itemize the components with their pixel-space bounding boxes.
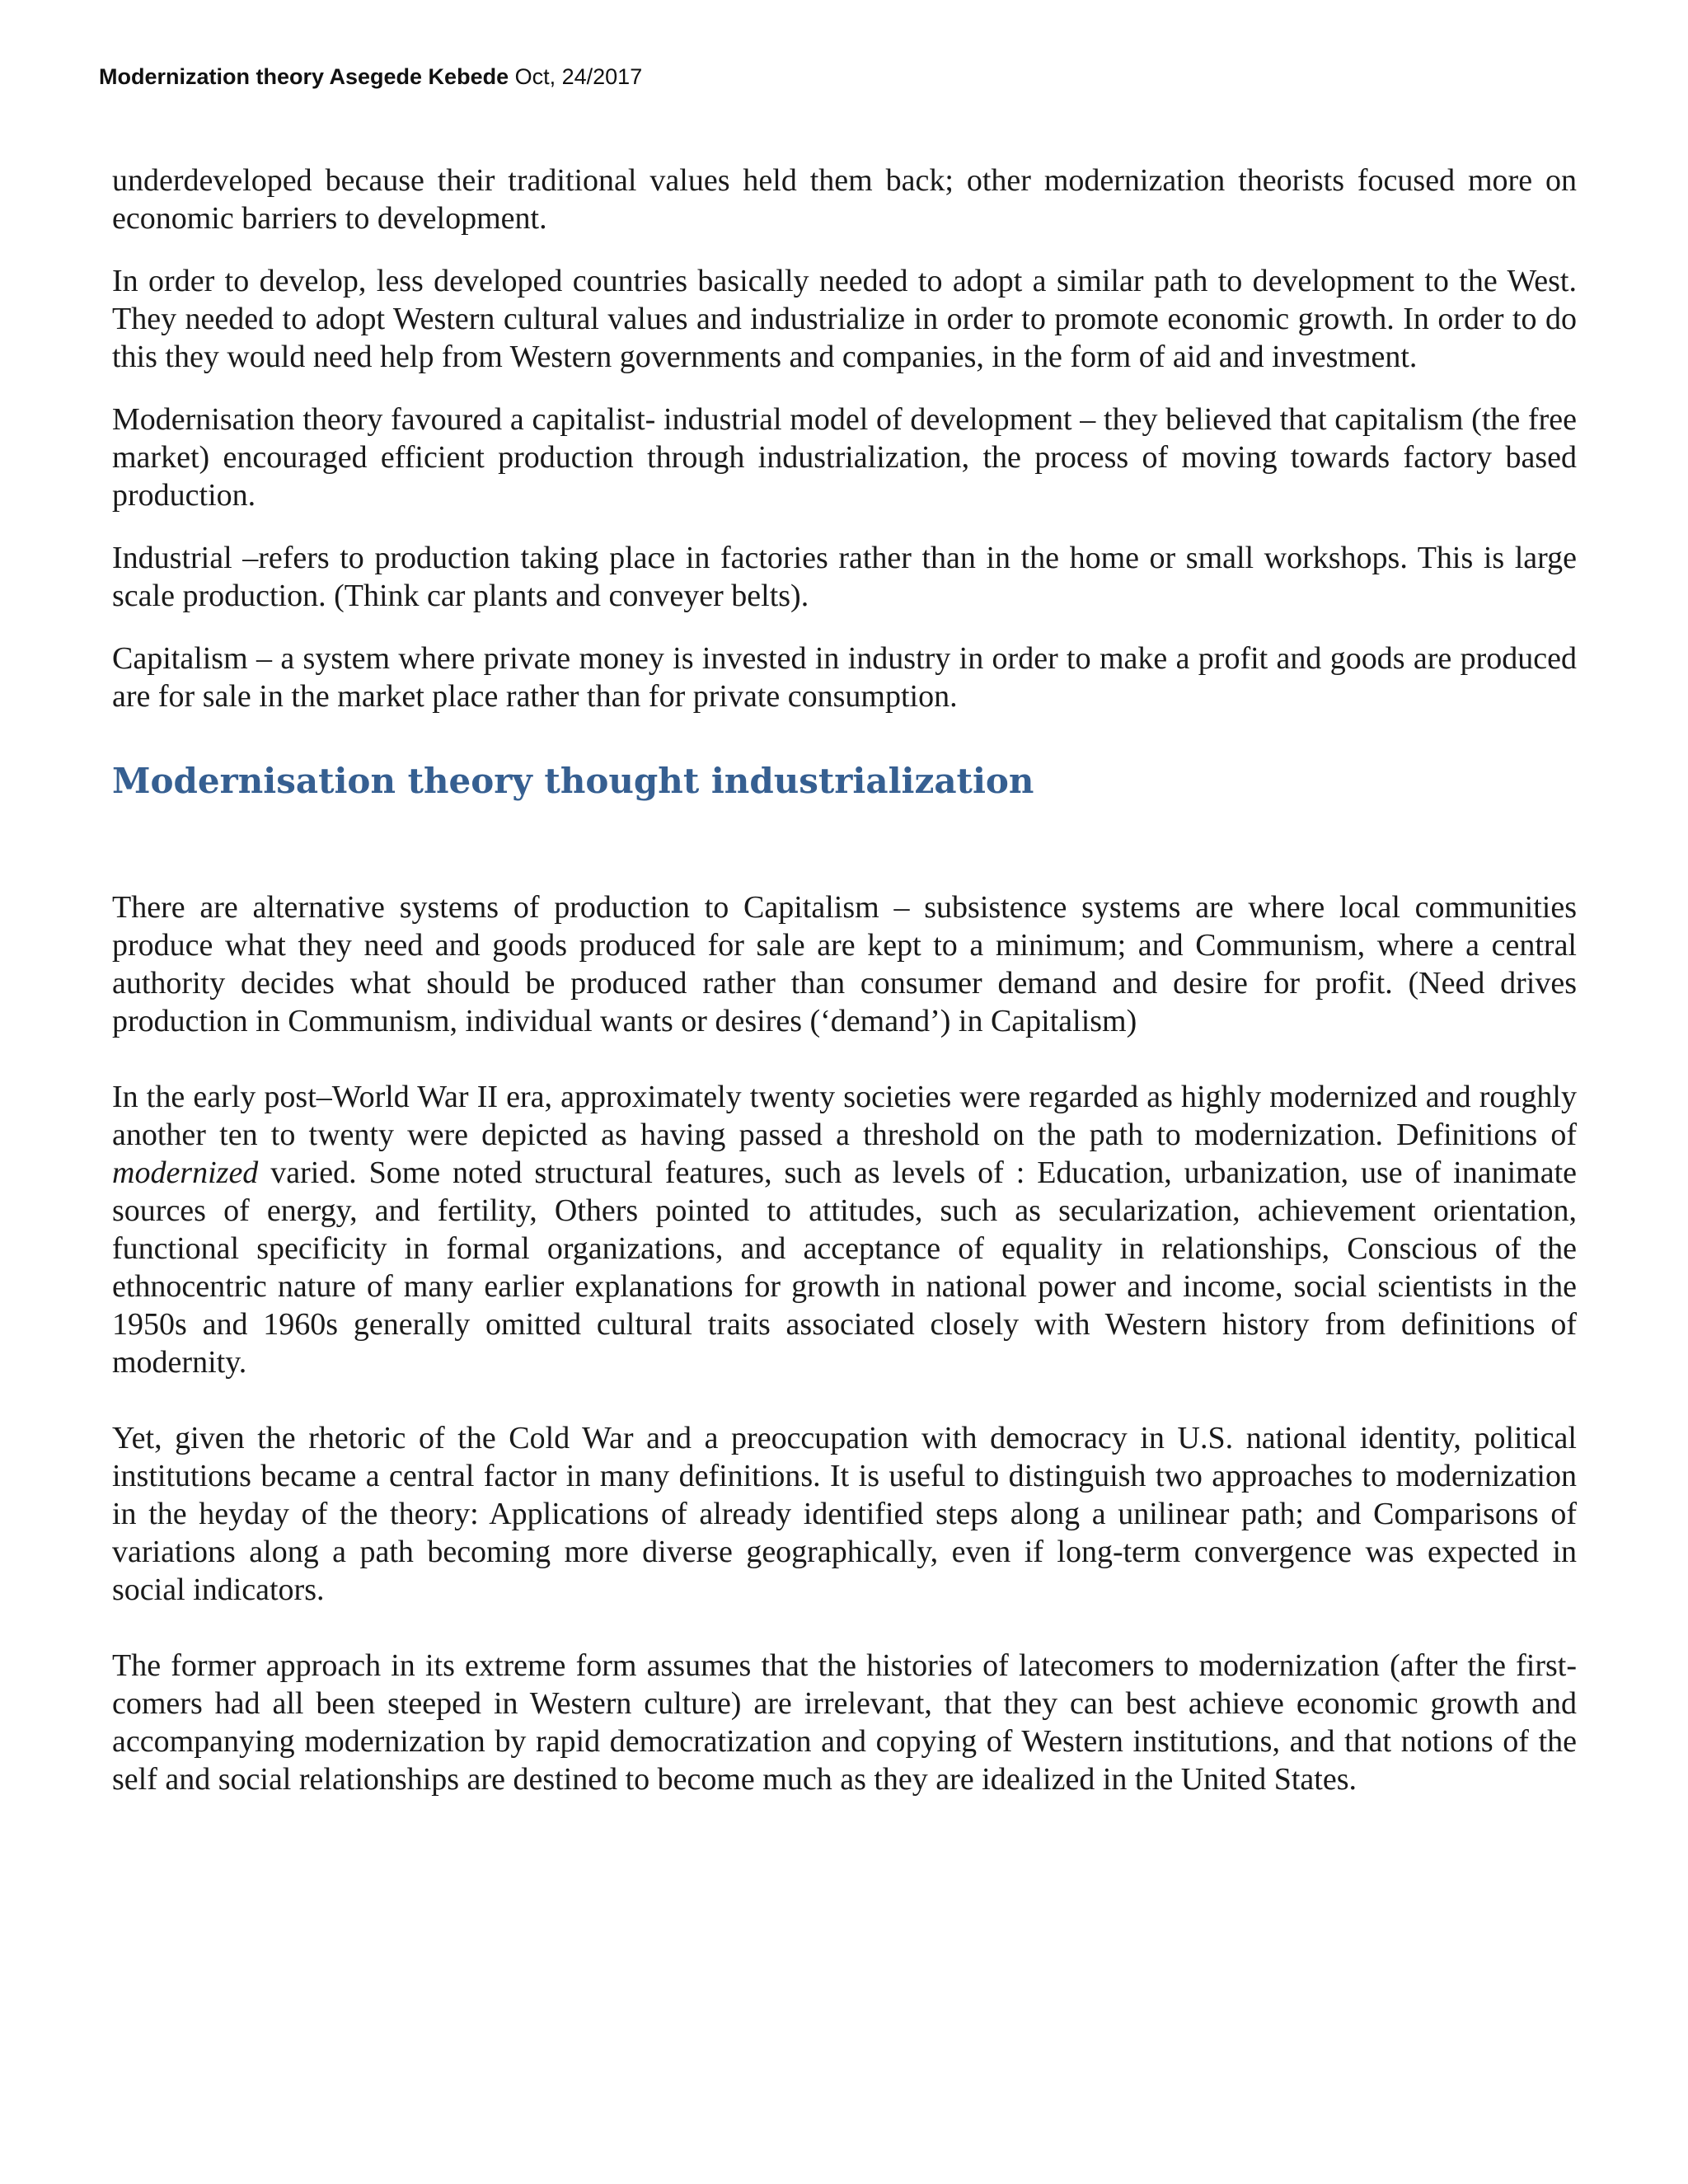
paragraph-3: Modernisation theory favoured a capitalist- industrial model of development – they believed that capitalism (the free market) encouraged efficient production through industrialization, the process of moving towards factory based production. (112, 402, 1577, 513)
paragraph-9: The former approach in its extreme form assumes that the histories of latecomers to modernization (after the first-comers had all been steeped in Western culture) are irrelevant, that they can best achieve economic growth and accompanying modernization by rapid democratization and copying of Western institutions, and that notions of the self and social relationships are destined to become much as they are idealized in the United States. (112, 1648, 1577, 1797)
page-header (99, 64, 642, 90)
header-title: Modernization theory Asegede Kebede (99, 64, 509, 89)
paragraph-5: Capitalism – a system where private money is invested in industry in order to make a profit and goods are produced are for sale in the market place rather than for private consumption. (112, 641, 1577, 714)
paragraph-7-part-1: In the early post–World War II era, approximately twenty societies were regarded as highly modernized and roughly another ten to twenty were depicted as having passed a threshold on the path to modernization. Definitions of (112, 1080, 1577, 1152)
paragraph-8: Yet, given the rhetoric of the Cold War and a preoccupation with democracy in U.S. national identity, political institutions became a central factor in many definitions. It is useful to distinguish two approaches to modernization in the heyday of the theory: Applications of already identified steps along a unilinear path; and Comparisons of variations along a path becoming more diverse geographically, even if long-term convergence was expected in social indicators. (112, 1421, 1577, 1607)
paragraph-7 (112, 1078, 1577, 1381)
paragraph-4: Industrial –refers to production taking place in factories rather than in the home or small workshops. This is large scale production. (Think car plants and conveyer belts). (112, 541, 1577, 613)
document-body (112, 162, 1577, 1823)
paragraph-2: In order to develop, less developed countries basically needed to adopt a similar path to development to the West. They needed to adopt Western cultural values and industrialize in order to promote economic growth. In order to do this they would need help from Western governments and companies, in the form of aid and investment. (112, 264, 1577, 374)
section-heading: Modernisation theory thought industrialization (112, 761, 1034, 801)
paragraph-7-italic: modernized (112, 1155, 259, 1190)
paragraph-6: There are alternative systems of production to Capitalism – subsistence systems are where local communities produce what they need and goods produced for sale are kept to a minimum; and Communism, where a central authority decides what should be produced rather than consumer demand and desire for profit. (Need drives production in Communism, individual wants or desires (‘demand’) in Capitalism) (112, 890, 1577, 1038)
paragraph-1: underdeveloped because their traditional values held them back; other modernization theorists focused more on economic barriers to development. (112, 163, 1577, 236)
paragraph-7-part-2: varied. Some noted structural features, such as levels of : Education, urbanization, use of inanimate sources of energy, and fertility, Others pointed to attitudes, such as secularization, achievement orientation, functional specificity in formal organizations, and acceptance of equality in relationships, Conscious of the ethnocentric nature of many earlier explanations for growth in national power and income, social scientists in the 1950s and 1960s generally omitted cultural traits associated closely with Western history from definitions of modernity. (112, 1155, 1577, 1380)
header-date: Oct, 24/2017 (514, 64, 643, 89)
